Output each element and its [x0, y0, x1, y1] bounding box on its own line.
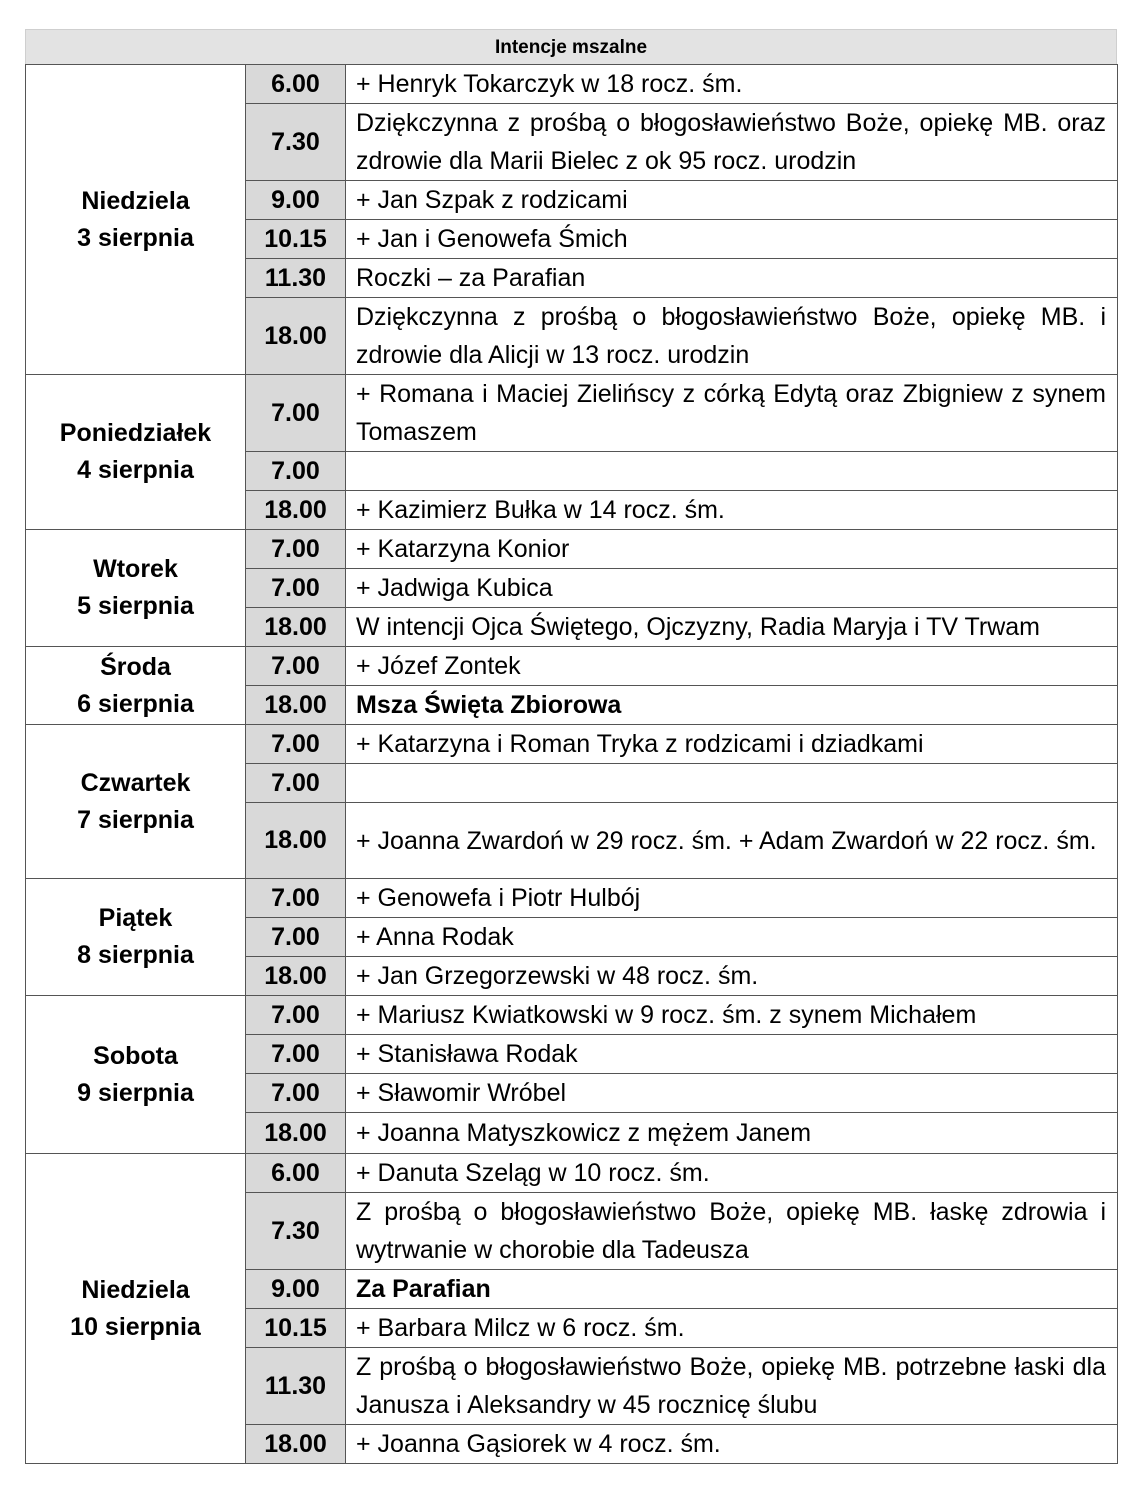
mass-intention: + Jan Szpak z rodzicami	[346, 181, 1118, 220]
day-date: 8 sierpnia	[77, 941, 194, 969]
mass-intention: + Józef Zontek	[346, 647, 1118, 686]
mass-intention: Msza Święta Zbiorowa	[346, 686, 1118, 725]
schedule-row	[26, 65, 1118, 104]
mass-intention: + Kazimierz Bułka w 14 rocz. śm.	[346, 491, 1118, 530]
mass-time: 7.00	[246, 1035, 346, 1074]
day-date: 10 sierpnia	[70, 1312, 201, 1341]
mass-time: 18.00	[246, 491, 346, 530]
day-cell	[26, 375, 246, 530]
mass-time: 9.00	[246, 181, 346, 220]
mass-intention: + Stanisława Rodak	[346, 1035, 1118, 1074]
mass-intention: + Katarzyna Konior	[346, 530, 1118, 569]
day-name: Sobota	[93, 1041, 178, 1070]
day-date: 5 sierpnia	[77, 592, 194, 620]
day-date: 4 sierpnia	[77, 456, 194, 484]
mass-intention: + Romana i Maciej Zielińscy z córką Edytą oraz Zbigniew z synem Tomaszem	[346, 375, 1118, 452]
document-title: Intencje mszalne	[25, 29, 1117, 64]
mass-intention: + Jan Grzegorzewski w 48 rocz. śm.	[346, 957, 1118, 996]
day-cell	[26, 647, 246, 725]
day-date: 9 sierpnia	[77, 1078, 194, 1107]
mass-intention: + Joanna Matyszkowicz z mężem Janem	[346, 1113, 1118, 1154]
mass-schedule-table	[25, 64, 1118, 1464]
mass-intention: + Jadwiga Kubica	[346, 569, 1118, 608]
mass-time: 7.00	[246, 764, 346, 803]
schedule-row	[26, 530, 1118, 569]
mass-time: 7.00	[246, 375, 346, 452]
mass-time: 10.15	[246, 1309, 346, 1348]
mass-time: 7.00	[246, 879, 346, 918]
mass-time: 6.00	[246, 65, 346, 104]
mass-intention: + Jan i Genowefa Śmich	[346, 220, 1118, 259]
day-cell	[26, 530, 246, 647]
mass-intention	[346, 764, 1118, 803]
mass-intention: + Sławomir Wróbel	[346, 1074, 1118, 1113]
schedule-row	[26, 1154, 1118, 1193]
mass-intention: + Joanna Zwardoń w 29 rocz. śm. + Adam Zwardoń w 22 rocz. śm.	[346, 803, 1118, 879]
mass-time: 18.00	[246, 608, 346, 647]
schedule-row	[26, 996, 1118, 1035]
mass-time: 6.00	[246, 1154, 346, 1193]
mass-intention: + Mariusz Kwiatkowski w 9 rocz. śm. z synem Michałem	[346, 996, 1118, 1035]
mass-time: 18.00	[246, 1113, 346, 1154]
day-cell	[26, 725, 246, 879]
day-name: Poniedziałek	[59, 419, 212, 447]
schedule-row	[26, 725, 1118, 764]
mass-time: 11.30	[246, 259, 346, 298]
mass-intention: + Danuta Szeląg w 10 rocz. śm.	[346, 1154, 1118, 1193]
schedule-row	[26, 375, 1118, 452]
mass-time: 7.00	[246, 1074, 346, 1113]
day-name: Środa	[100, 652, 171, 681]
mass-time: 18.00	[246, 686, 346, 725]
schedule-row	[26, 647, 1118, 686]
mass-time: 18.00	[246, 957, 346, 996]
mass-intention: + Anna Rodak	[346, 918, 1118, 957]
day-name: Piątek	[98, 904, 173, 932]
mass-intention: + Genowefa i Piotr Hulbój	[346, 879, 1118, 918]
day-date: 7 sierpnia	[77, 805, 194, 834]
mass-time: 7.00	[246, 725, 346, 764]
day-cell	[26, 65, 246, 375]
day-date: 3 sierpnia	[77, 223, 194, 252]
mass-time: 7.00	[246, 996, 346, 1035]
mass-intention: + Katarzyna i Roman Tryka z rodzicami i dziadkami	[346, 725, 1118, 764]
mass-intention: + Henryk Tokarczyk w 18 rocz. śm.	[346, 65, 1118, 104]
mass-time: 7.30	[246, 1193, 346, 1270]
day-cell	[26, 879, 246, 996]
day-name: Wtorek	[93, 555, 178, 583]
mass-time: 18.00	[246, 1425, 346, 1464]
schedule-body	[26, 65, 1118, 1464]
mass-intention	[346, 452, 1118, 491]
mass-time: 7.00	[246, 918, 346, 957]
day-name: Czwartek	[80, 768, 191, 797]
day-cell	[26, 1154, 246, 1464]
mass-intention: W intencji Ojca Świętego, Ojczyzny, Radia Maryja i TV Trwam	[346, 608, 1118, 647]
mass-time: 7.00	[246, 530, 346, 569]
mass-time: 7.00	[246, 569, 346, 608]
mass-intention: Z prośbą o błogosławieństwo Boże, opiekę MB. łaskę zdrowia i wytrwanie w chorobie dla Tadeusza	[346, 1193, 1118, 1270]
day-name: Niedziela	[81, 186, 190, 215]
mass-time: 7.30	[246, 104, 346, 181]
mass-time: 7.00	[246, 452, 346, 491]
mass-intention: + Barbara Milcz w 6 rocz. śm.	[346, 1309, 1118, 1348]
schedule-row	[26, 879, 1118, 918]
mass-intention: Za Parafian	[346, 1270, 1118, 1309]
mass-time: 18.00	[246, 298, 346, 375]
mass-time: 7.00	[246, 647, 346, 686]
mass-time: 10.15	[246, 220, 346, 259]
mass-intention: Dziękczynna z prośbą o błogosławieństwo Boże, opiekę MB. oraz zdrowie dla Marii Bielec z ok 95 rocz. urodzin	[346, 104, 1118, 181]
mass-time: 9.00	[246, 1270, 346, 1309]
mass-time: 18.00	[246, 803, 346, 879]
day-date: 6 sierpnia	[77, 689, 194, 718]
day-name: Niedziela	[81, 1275, 190, 1304]
mass-intention: Roczki – za Parafian	[346, 259, 1118, 298]
mass-intention: + Joanna Gąsiorek w 4 rocz. śm.	[346, 1425, 1118, 1464]
mass-time: 11.30	[246, 1348, 346, 1425]
mass-intentions-document	[25, 29, 1117, 1464]
day-cell	[26, 996, 246, 1154]
mass-intention: Z prośbą o błogosławieństwo Boże, opiekę MB. potrzebne łaski dla Janusza i Aleksandry w 45 rocznicę ślubu	[346, 1348, 1118, 1425]
mass-intention: Dziękczynna z prośbą o błogosławieństwo Boże, opiekę MB. i zdrowie dla Alicji w 13 rocz. urodzin	[346, 298, 1118, 375]
